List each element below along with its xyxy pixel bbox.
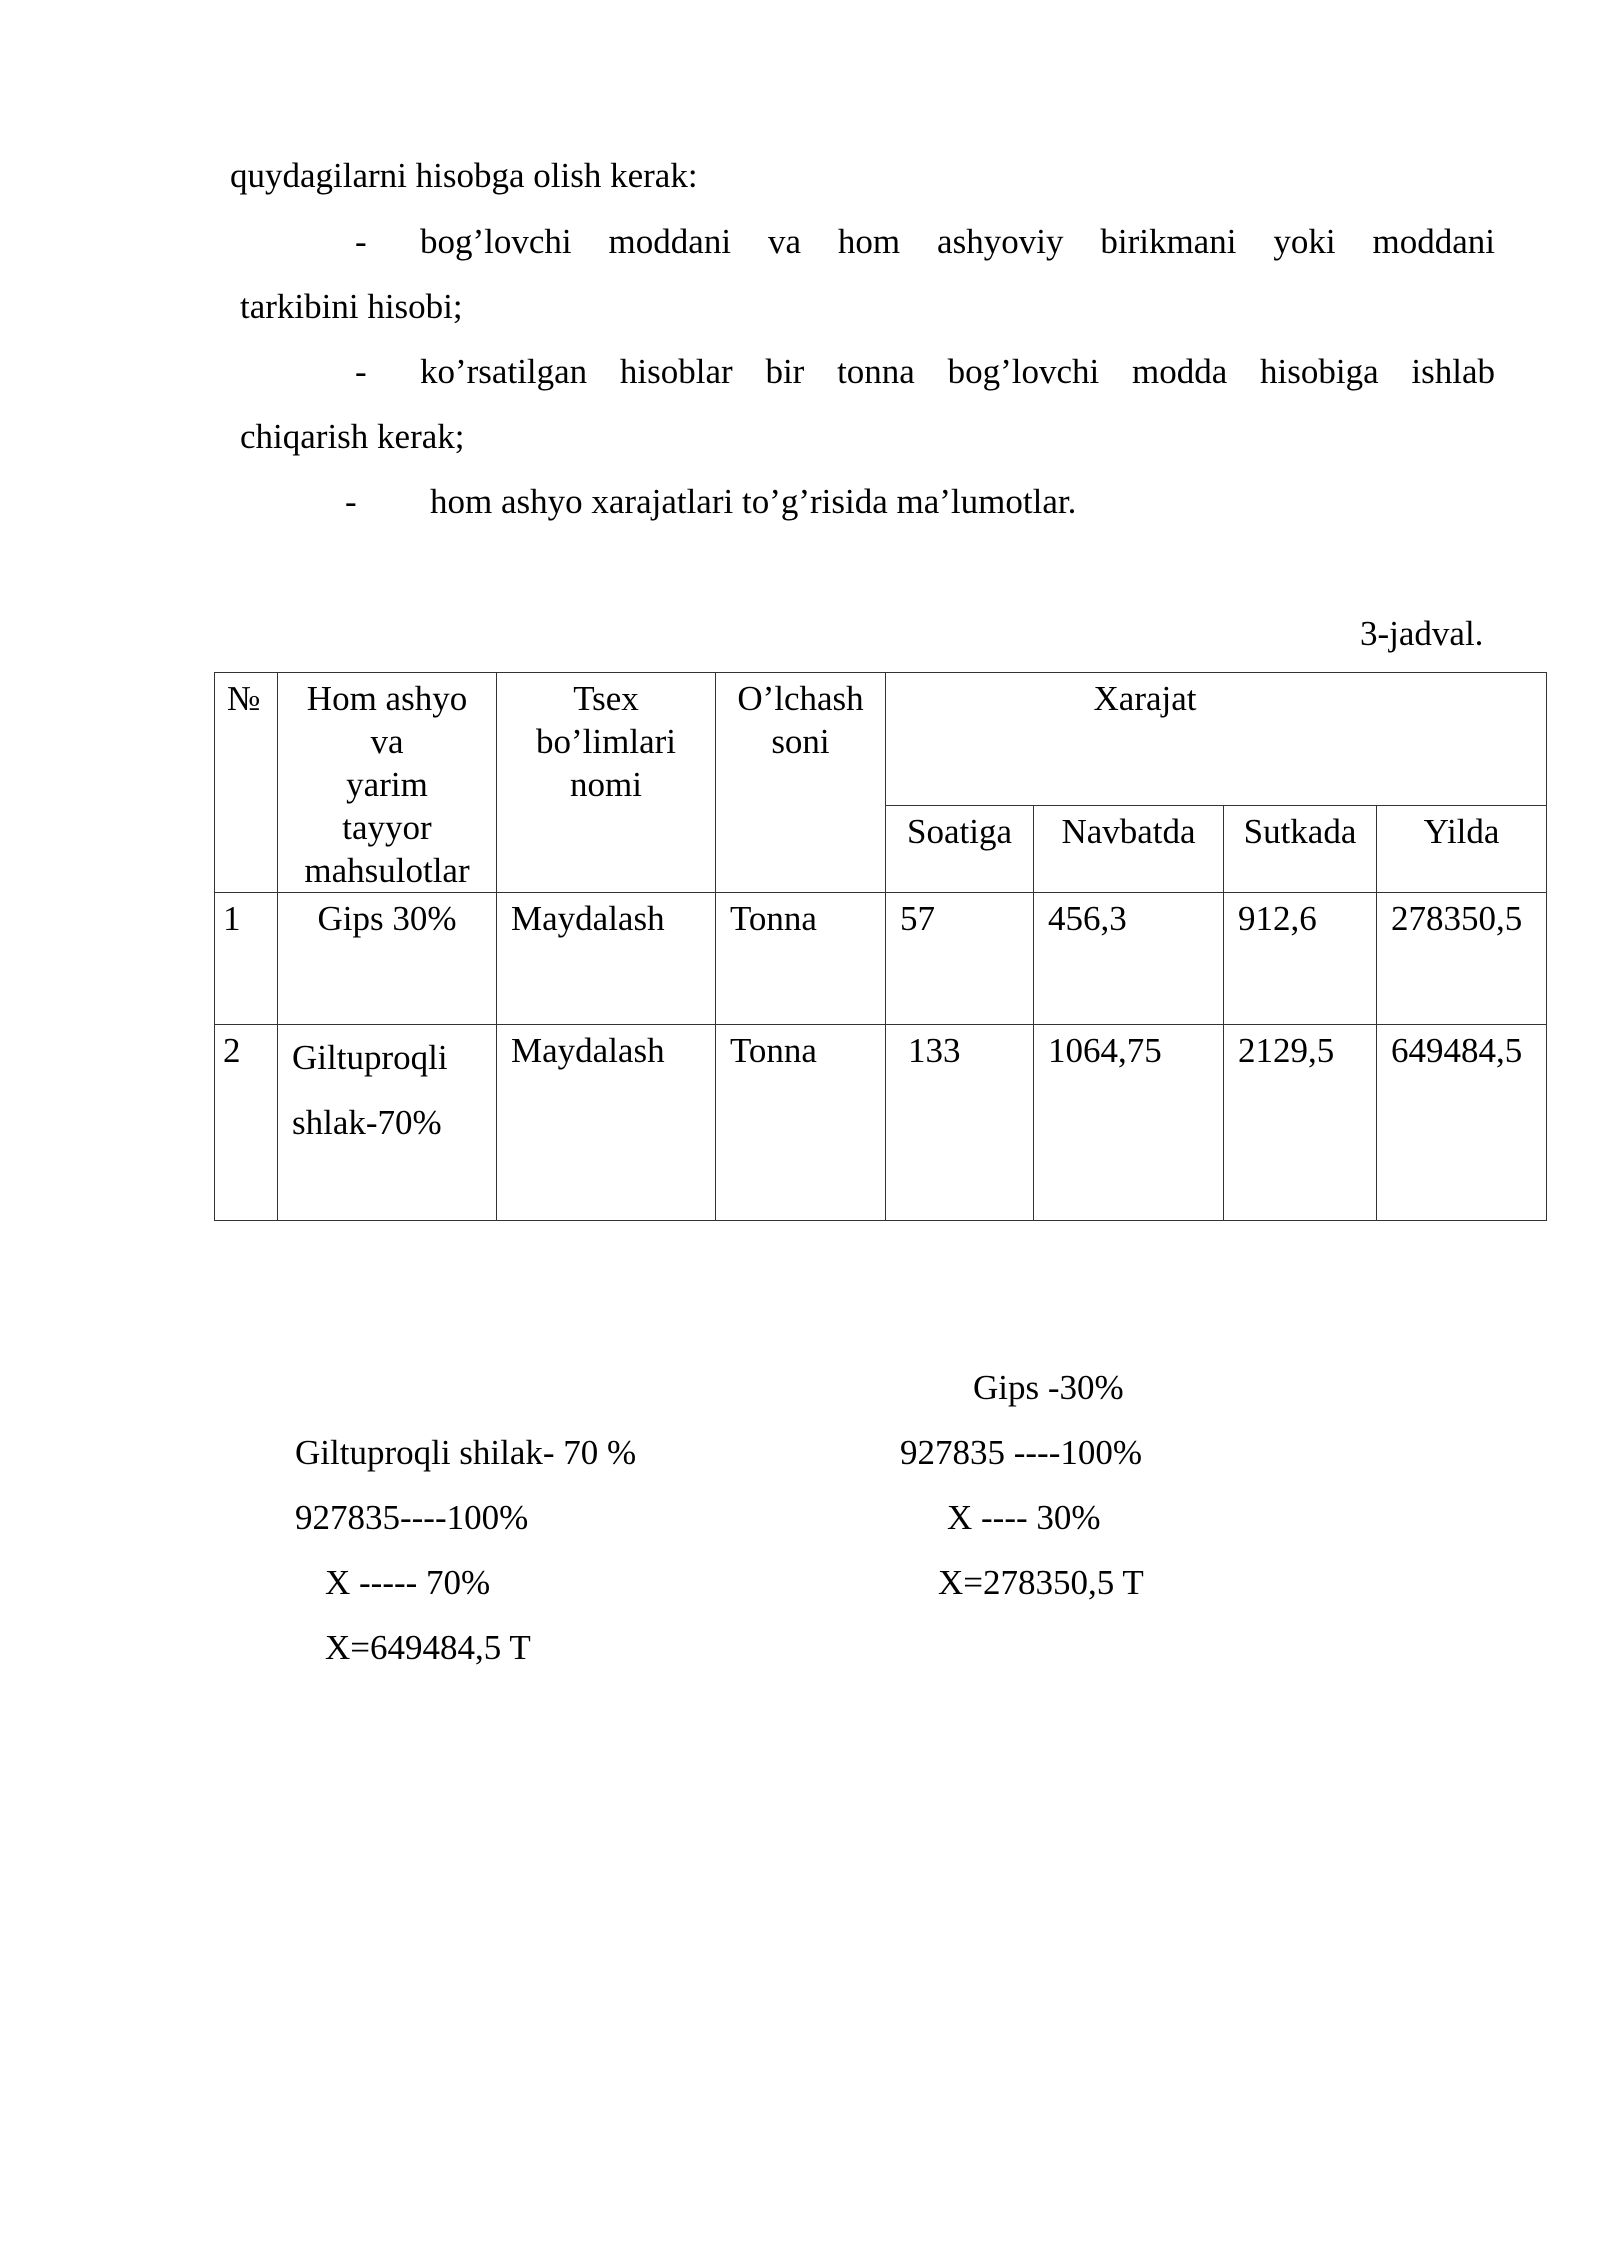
header-per-year: Yilda [1377, 806, 1547, 893]
calc-gips-result: X=278350,5 T [938, 1563, 1144, 1602]
cell-per-shift: 456,3 [1034, 893, 1224, 1025]
header-material-line: Hom ashyo [306, 679, 468, 718]
cell-unit: Tonna [716, 893, 886, 1025]
table-row [215, 1025, 1547, 1221]
header-unit-line: O’lchash [737, 679, 864, 718]
bullet-text: ko’rsatilgan hisoblar bir tonna bog’lovchi modda hisobiga ishlab [420, 352, 1495, 391]
header-section-line: Tsex [573, 679, 639, 718]
calc-shlak-title: Giltuproqli shilak- 70 % [295, 1433, 637, 1472]
header-section-line: bo’limlari [536, 722, 676, 761]
cell-per-day: 912,6 [1224, 893, 1377, 1025]
cell-unit: Tonna [716, 1025, 886, 1221]
bullet-text: bog’lovchi moddani va hom ashyoviy birikmani yoki moddani [420, 222, 1495, 261]
cell-material [278, 893, 497, 1025]
cell-num: 2 [215, 1025, 278, 1221]
header-section-line: nomi [570, 765, 642, 804]
header-unit [716, 673, 886, 893]
cell-per-hour: 57 [886, 893, 1034, 1025]
bullet-text-continuation: chiqarish kerak; [240, 417, 465, 456]
header-material-line: mahsulotlar [304, 851, 470, 890]
bullet-dash: - [345, 482, 357, 521]
cell-section: Maydalash [497, 893, 716, 1025]
cell-per-year: 278350,5 [1377, 893, 1547, 1025]
header-section [497, 673, 716, 893]
cost-table [214, 672, 1547, 1221]
cell-per-shift: 1064,75 [1034, 1025, 1224, 1221]
table-header-row [215, 673, 1547, 806]
cell-per-year: 649484,5 [1377, 1025, 1547, 1221]
bullet-dash: - [355, 222, 367, 261]
bullet-text: hom ashyo xarajatlari to’g’risida ma’lumotlar. [430, 482, 1077, 521]
cell-per-day: 2129,5 [1224, 1025, 1377, 1221]
header-material-line: tayyor [342, 808, 432, 847]
header-per-day: Sutkada [1224, 806, 1377, 893]
cell-material-line: Gips 30% [317, 899, 457, 938]
calc-gips-line: 927835 ----100% [900, 1433, 1143, 1472]
bullet-dash: - [355, 352, 367, 391]
cell-per-hour: 133 [886, 1025, 1034, 1221]
table-caption: 3-jadval. [1360, 614, 1484, 653]
header-material-line: yarim [346, 765, 428, 804]
header-num: № [215, 673, 278, 893]
cell-material-line: shlak-70% [292, 1103, 442, 1142]
header-cost: Xarajat [886, 673, 1547, 806]
table-row [215, 893, 1547, 1025]
calc-shlak-line: X ----- 70% [325, 1563, 491, 1602]
header-unit-line: soni [771, 722, 830, 761]
header-per-hour: Soatiga [886, 806, 1034, 893]
cell-material-line: Giltuproqli [292, 1038, 448, 1077]
cell-material [278, 1025, 497, 1221]
calc-gips-title: Gips -30% [973, 1368, 1124, 1407]
intro-text: quydagilarni hisobga olish kerak: [230, 156, 698, 195]
header-material-line: va [370, 722, 404, 761]
calc-shlak-result: X=649484,5 T [325, 1628, 531, 1667]
cell-section: Maydalash [497, 1025, 716, 1221]
cell-num: 1 [215, 893, 278, 1025]
calc-shlak-line: 927835----100% [295, 1498, 529, 1537]
calc-gips-line: X ---- 30% [947, 1498, 1101, 1537]
header-material [278, 673, 497, 893]
header-per-shift: Navbatda [1034, 806, 1224, 893]
bullet-text-continuation: tarkibini hisobi; [240, 287, 463, 326]
